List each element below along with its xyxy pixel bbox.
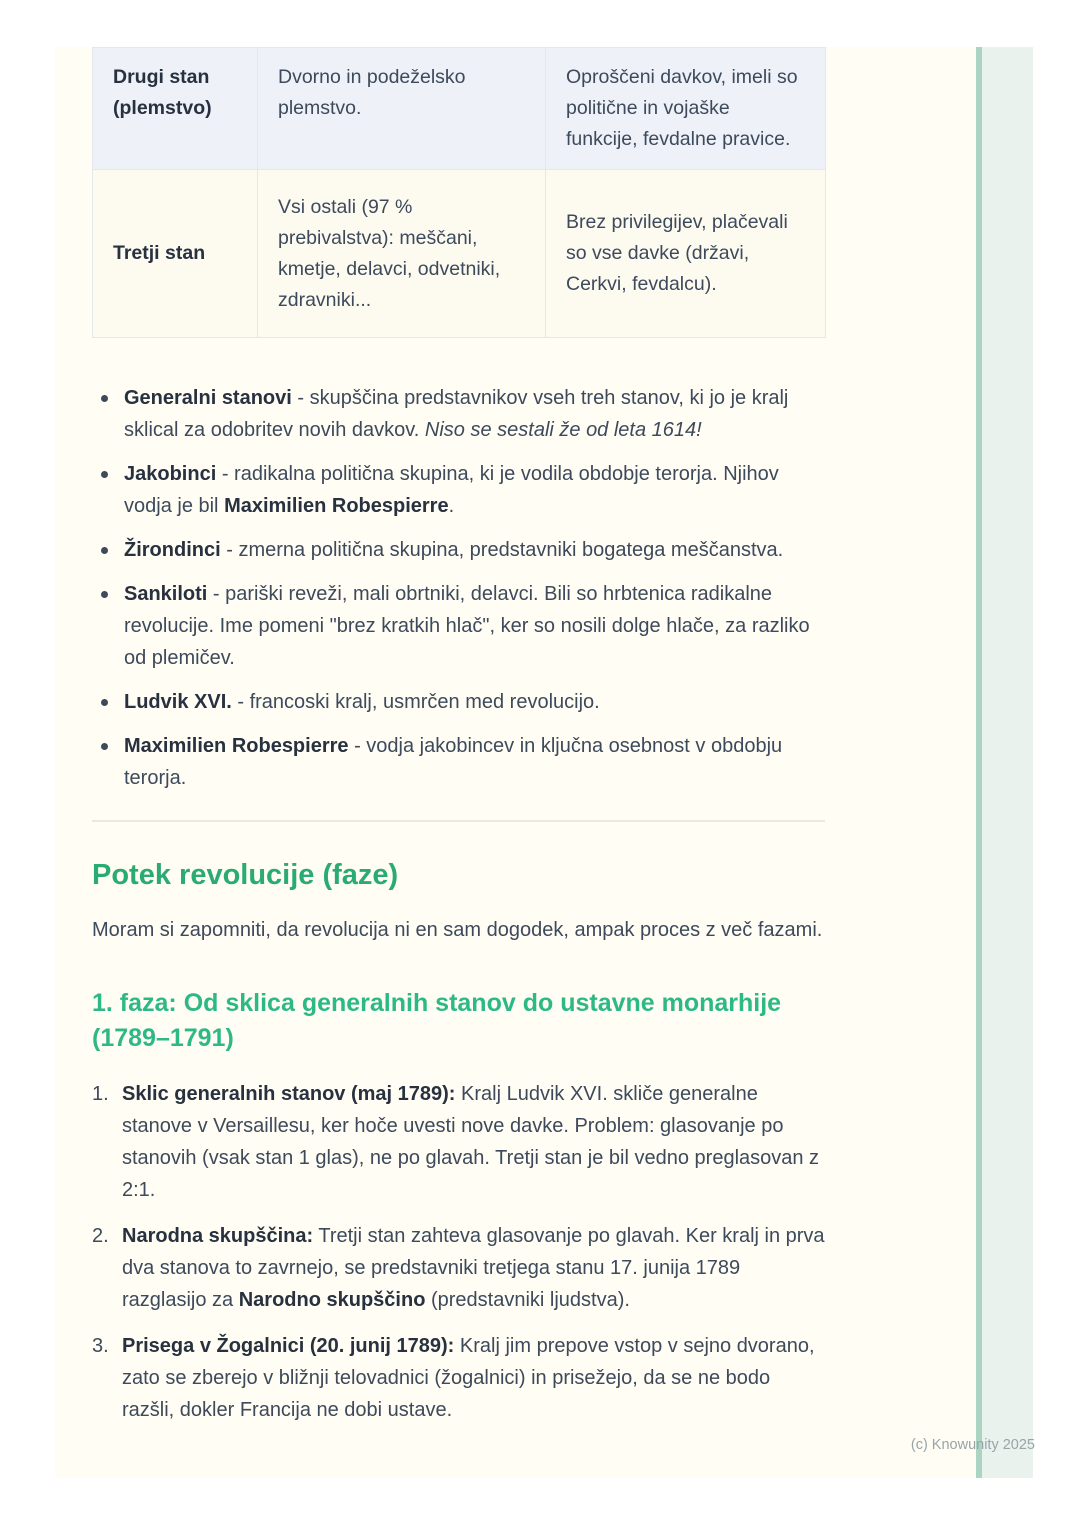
document-page: [55, 47, 976, 1478]
step-text: Prisega v Žogalnici (20. junij 1789): Kralj jim prepove vstop v sejno dvorano, zato se zberejo v bližnji telovadnici (žogalnici) in prisežejo, da se ne bodo razšli, dokler Francija ne dobi ustave.: [122, 1335, 815, 1421]
step-number: 3.: [92, 1335, 109, 1357]
estate-privileges-cell: Brez privilegijev, plačevali so vse davke (državi, Cerkvi, fevdalcu).: [546, 170, 826, 338]
table-row: [93, 170, 826, 338]
phase1-steps-list: [92, 1078, 825, 1426]
term-item: Žirondinci - zmerna politična skupina, predstavniki bogatega meščanstva.: [92, 534, 825, 566]
estate-description-cell: Vsi ostali (97 % prebivalstva): meščani, kmetje, delavci, odvetniki, zdravniki...: [258, 170, 546, 338]
estate-description-cell: Dvorno in podeželsko plemstvo.: [258, 48, 546, 170]
term-item: Maximilien Robespierre - vodja jakobincev in ključna osebnost v obdobju terorja.: [92, 730, 825, 794]
step-item: [92, 1078, 825, 1206]
copyright-watermark: (c) Knowunity 2025: [910, 1437, 1035, 1453]
phase1-title: 1. faza: Od sklica generalnih stanov do ustavne monarhije (1789–1791): [92, 989, 782, 1052]
estate-name-cell: Drugi stan (plemstvo): [93, 48, 258, 170]
section-intro: Moram si zapomniti, da revolucija ni en sam dogodek, ampak proces z več fazami.: [92, 919, 823, 941]
step-number: 2.: [92, 1225, 109, 1247]
step-item: [92, 1220, 825, 1316]
section-title: Potek revolucije (faze): [92, 859, 399, 891]
step-text: Sklic generalnih stanov (maj 1789): Kralj Ludvik XVI. skliče generalne stanove v Versaillesu, ker hoče uvesti nove davke. Problem: glasovanje po stanovih (vsak stan 1 glas), ne po glavah. Tretji stan je bil vedno preglasovan z 2:1.: [122, 1083, 820, 1201]
estate-privileges-cell: Oproščeni davkov, imeli so politične in vojaške funkcije, fevdalne pravice.: [546, 48, 826, 170]
estate-name-cell: Tretji stan: [93, 170, 258, 338]
term-item: Jakobinci - radikalna politična skupina, ki je vodila obdobje terorja. Njihov vodja je bil Maximilien Robespierre.: [92, 458, 825, 522]
section-divider: [92, 820, 825, 822]
table-row: [93, 48, 826, 170]
terms-list: [92, 382, 825, 794]
estates-table: [92, 47, 826, 338]
step-number: 1.: [92, 1083, 109, 1105]
term-item: Generalni stanovi - skupščina predstavnikov vseh treh stanov, ki jo je kralj sklical za odobritev novih davkov. Niso se sestali že od leta 1614!: [92, 382, 825, 446]
step-text: Narodna skupščina: Tretji stan zahteva glasovanje po glavah. Ker kralj in prva dva stanova to zavrnejo, se predstavniki tretjega stanu 17. junija 1789 razglasijo za Narodno skupščino (predstavniki ljudstva).: [122, 1225, 825, 1311]
page-edge-stripe: [976, 47, 1033, 1478]
term-item: Ludvik XVI. - francoski kralj, usmrčen med revolucijo.: [92, 686, 825, 718]
document-content: [92, 47, 825, 1426]
term-item: Sankiloti - pariški reveži, mali obrtniki, delavci. Bili so hrbtenica radikalne revolucije. Ime pomeni "brez kratkih hlač", ker so nosili dolge hlače, za razliko od plemičev.: [92, 578, 825, 674]
step-item: [92, 1330, 825, 1426]
